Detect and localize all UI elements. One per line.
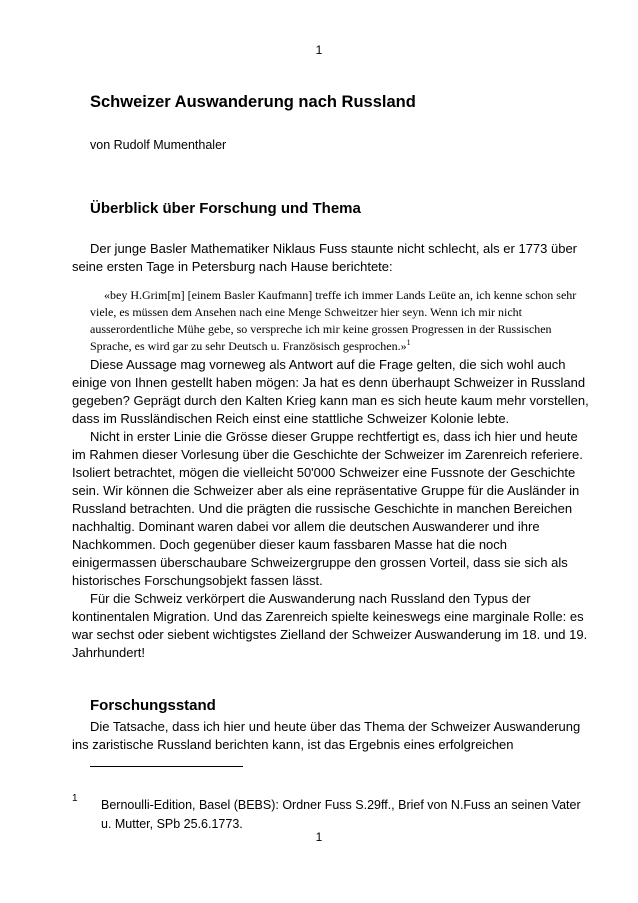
document-title: Schweizer Auswanderung nach Russland — [90, 93, 416, 111]
body-paragraph: Nicht in erster Linie die Grösse dieser Gruppe rechtfertigt es, dass ich hier und heute im Rahmen dieser Vorlesung über die Geschichte der Schweizer im Zarenreich referiere. Isoliert betrachtet, mögen die vielleicht 50'000 Schweizer eine Fussnote der Geschichte sein. Wir können die Schweizer aber als eine repräsentative Gruppe für die Ausländer in Russland betrachten. Und die prägten die russische Geschichte in manchen Bereichen nachhaltig. Dominant waren dabei vor allem die deutschen Auswanderer und ihre Nachkommen. Doch gegenüber dieser kaum fassbaren Masse hat die noch einigermassen überschaubare Schweizergruppe den grossen Vorteil, dass sie sich als historisches Forschungsobjekt fassen lässt. — [72, 429, 583, 588]
block-quote — [90, 287, 596, 355]
quote-text: «bey H.Grim[m] [einem Basler Kaufmann] treffe ich immer Lands Leüte an, ich kenne schon sehr viele, es müssen dem Ansehen nach eine Menge Schweitzer hier seyn. Wenn ich mir nicht ausserordentliche Mühe gebe, so verspreche ich mir keine grossen Progressen in der Russischen Sprache, es wird gar zu sehr Deutsch u. Französisch gesprochen.» — [90, 288, 577, 353]
footnote-mark: 1 — [72, 793, 78, 804]
body-paragraph: Die Tatsache, dass ich hier und heute über das Thema der Schweizer Auswanderung ins zaristische Russland berichten kann, ist das Ergebnis eines erfolgreichen — [72, 719, 581, 752]
footnote-separator — [90, 766, 243, 767]
body-text-section-2 — [72, 718, 592, 754]
body-paragraph: Diese Aussage mag vorneweg als Antwort auf die Frage gelten, die sich wohl auch einige von Ihnen gestellt haben mögen: Ja hat es denn überhaupt Schweizer in Russland gegeben? Geprägt durch den Kalten Krieg kann man es sich heute kaum mehr vorstellen, dass im Russländischen Reich einst eine stattliche Schweizer Kolonie lebte. — [72, 357, 589, 426]
footnote-reference: 1 — [406, 338, 411, 347]
body-text-section-1 — [72, 356, 592, 662]
page-number-bottom: 1 — [315, 830, 323, 844]
intro-paragraph — [72, 240, 592, 276]
intro-text: Der junge Basler Mathematiker Niklaus Fuss staunte nicht schlecht, als er 1773 über seine ersten Tage in Petersburg nach Hause berichtete: — [72, 241, 578, 274]
author-line: von Rudolf Mumenthaler — [90, 138, 227, 152]
body-paragraph: Für die Schweiz verkörpert die Auswanderung nach Russland den Typus der kontinentalen Migration. Und das Zarenreich spielte keineswegs eine marginale Rolle: es war sechst oder siebent wichtigstes Zielland der Schweizer Auswanderung im 18. und 19. Jahrhundert! — [72, 591, 588, 660]
section-heading-overview: Überblick über Forschung und Thema — [90, 200, 361, 217]
page-number-top: 1 — [315, 43, 323, 57]
section-heading-research: Forschungsstand — [90, 697, 216, 714]
footnote-text: Bernoulli-Edition, Basel (BEBS): Ordner Fuss S.29ff., Brief von N.Fuss an seinen Vater u. Mutter, SPb 25.6.1773. — [101, 798, 581, 831]
